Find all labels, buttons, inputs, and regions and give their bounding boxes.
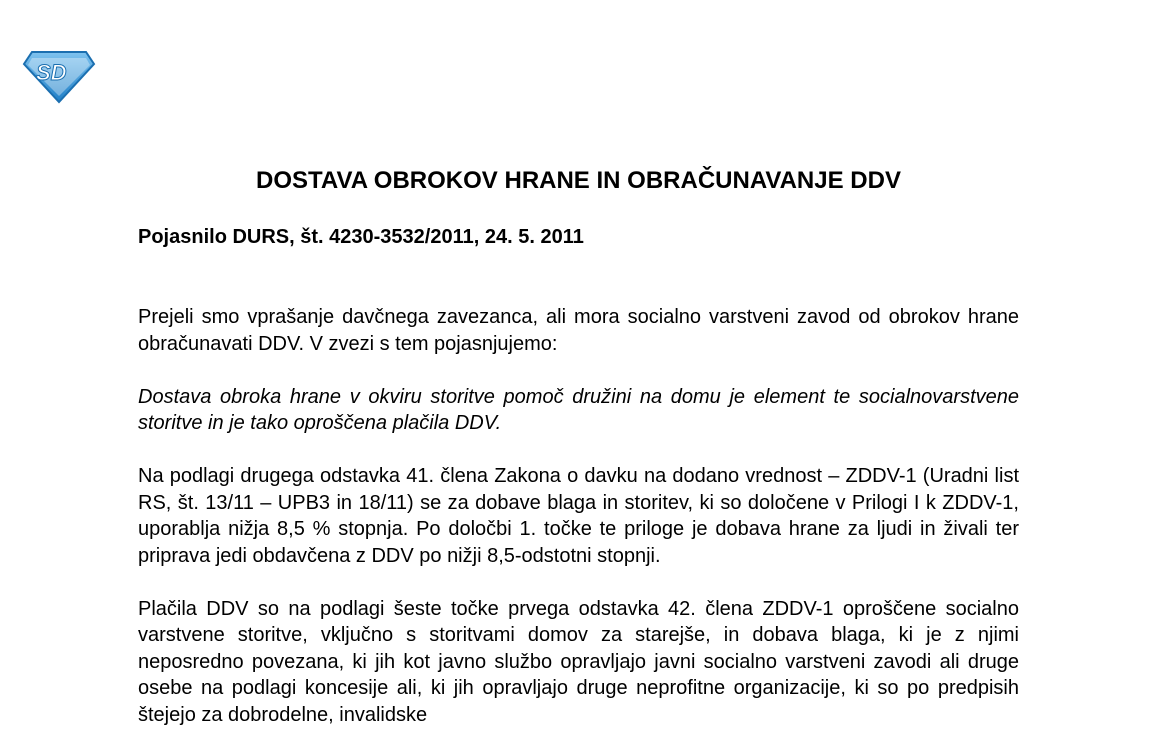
paragraph-vat-rate: Na podlagi drugega odstavka 41. člena Zakona o davku na dodano vrednost – ZDDV-1 (Uradni list RS, št. 13/11 – UPB3 in 18/11) se za dobave blaga in storitev, ki so določene v Prilogi I k ZDDV-1, uporablja nižja 8,5 % stopnja. Po določbi 1. točke te priloge je dobava hrane za ljudi in živali ter priprava jedi obdavčena z DDV po nižji 8,5-odstotni stopnji. (138, 465, 1019, 567)
document-title: DOSTAVA OBROKOV HRANE IN OBRAČUNAVANJE DDV (256, 167, 901, 194)
paragraph-exemption: Plačila DDV so na podlagi šeste točke prvega odstavka 42. člena ZDDV-1 oproščene socialno varstvene storitve, vključno s storitvami domov za starejše, in dobava blaga, ki je z njimi neposredno povezana, ki jih kot javno službo opravljajo javni socialno varstveni zavodi ali druge osebe na podlagi koncesije ali, ki jih opravljajo druge neprofitne organizacije, ki so po predpisih štejejo za dobrodelne, invalidske (138, 597, 1019, 726)
sd-shield-logo-icon (22, 48, 96, 104)
logo-letters: SD (36, 60, 67, 85)
document-body (138, 304, 1019, 743)
paragraph-intro: Prejeli smo vprašanje davčnega zavezanca, ali mora socialno varstveni zavod od obrokov hrane obračunavati DDV. V zvezi s tem pojasnjujemo: (138, 306, 1019, 355)
document-subtitle: Pojasnilo DURS, št. 4230-3532/2011, 24. 5. 2011 (138, 226, 584, 248)
paragraph-answer: Dostava obroka hrane v okviru storitve pomoč družini na domu je element te socialnovarstvene storitve in je tako oproščena plačila DDV. (138, 385, 1019, 434)
